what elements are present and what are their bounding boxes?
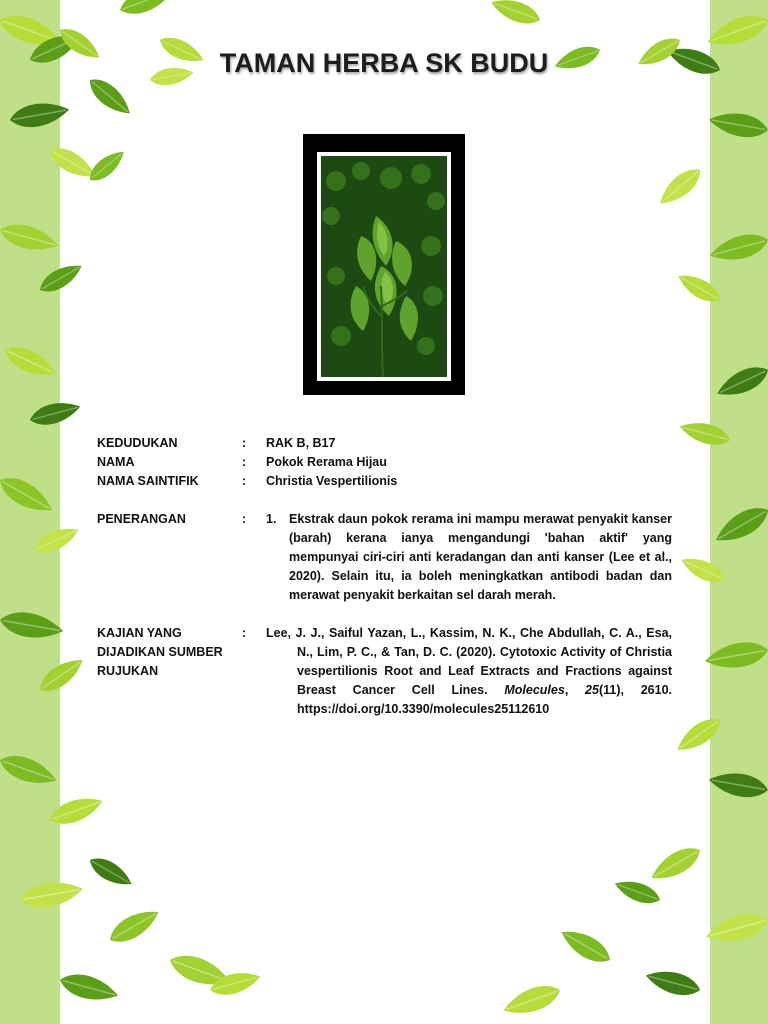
plant-photo xyxy=(317,152,451,381)
colon: : xyxy=(242,474,247,488)
ref-authors: Lee, J. J., Saiful Yazan, L., Kassim, N. K., Che Abdullah, C. A., Esa, N., Lim, P. C., & Tan, D. C. (2020). Cytotoxic Activity of Christia vespertilionis Root and Leaf Extracts and Fractions against Breast Cancer Cell Lines. xyxy=(266,626,672,697)
colon: : xyxy=(242,626,247,640)
value-kedudukan: RAK B, B17 xyxy=(266,436,336,450)
ref-sep: , xyxy=(564,683,586,697)
label-kajian xyxy=(97,624,237,681)
label-kajian-line3: RUJUKAN xyxy=(97,664,159,678)
reference-citation xyxy=(266,624,672,719)
ref-doi-link[interactable]: https://doi.org/10.3390/molecules25112610 xyxy=(297,702,550,716)
colon: : xyxy=(242,455,247,469)
label-penerangan: PENERANGAN xyxy=(97,512,186,526)
ref-issue-pages: (11), 2610. xyxy=(598,683,672,697)
value-nama: Pokok Rerama Hijau xyxy=(266,455,387,469)
colon: : xyxy=(242,436,247,450)
colon: : xyxy=(242,512,247,526)
plant-illustration xyxy=(321,156,447,377)
label-kajian-line2: DIJADIKAN SUMBER xyxy=(97,645,223,659)
row-kajian xyxy=(97,624,672,719)
row-nama xyxy=(97,453,672,472)
label-nama-saintifik: NAMA SAINTIFIK xyxy=(97,474,199,488)
label-nama: NAMA xyxy=(97,455,135,469)
row-penerangan xyxy=(97,510,672,605)
list-number: 1. xyxy=(266,512,277,526)
page-title: TAMAN HERBA SK BUDU xyxy=(219,48,549,78)
plant-photo-frame xyxy=(303,134,465,395)
row-nama-saintifik xyxy=(97,472,672,491)
ref-journal: Molecules xyxy=(504,683,565,697)
ref-volume: 25 xyxy=(585,683,599,697)
value-nama-saintifik: Christia Vespertilionis xyxy=(266,474,398,488)
label-kajian-line1: KAJIAN YANG xyxy=(97,626,182,640)
row-kedudukan xyxy=(97,434,672,453)
penerangan-list xyxy=(266,510,672,605)
label-kedudukan: KEDUDUKAN xyxy=(97,436,178,450)
penerangan-text: Ekstrak daun pokok rerama ini mampu merawat penyakit kanser (barah) kerana ianya mengandungi 'bahan aktif' yang mempunyai ciri-ciri anti keradangan dan anti kanser (Lee et al., 2020). Selain itu, ia boleh meningkatkan antibodi badan dan merawat penyakit berkaitan sel darah merah. xyxy=(289,512,672,602)
plant-info xyxy=(97,434,672,719)
